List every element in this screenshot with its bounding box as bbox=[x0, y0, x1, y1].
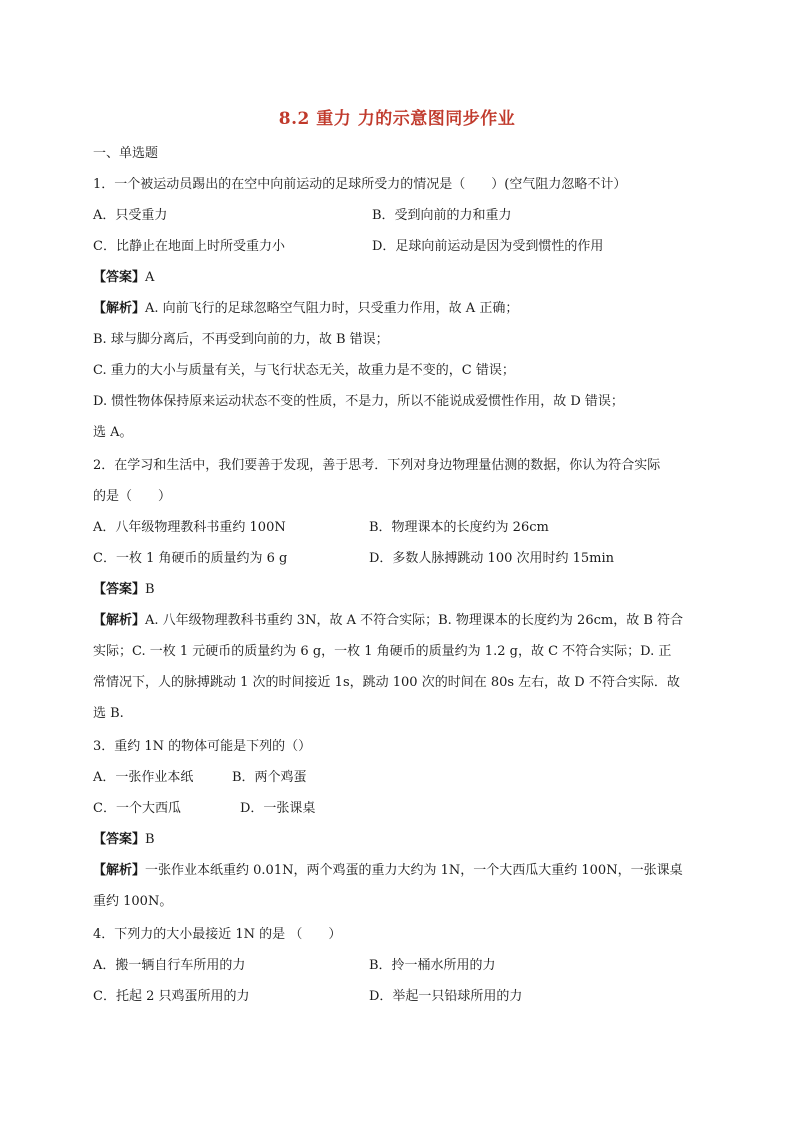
analysis-label: 【解析】 bbox=[93, 613, 146, 628]
q1-answer bbox=[93, 269, 154, 287]
answer-label: 【答案】 bbox=[93, 582, 146, 597]
q3-analysis-2: 重约 100N。 bbox=[93, 894, 173, 909]
q2-option-b: B．物理课本的长度约为 26cm bbox=[369, 520, 549, 535]
q2-option-c: C．一枚 1 角硬币的质量约为 6 g bbox=[93, 551, 288, 566]
answer-value: B bbox=[145, 832, 155, 847]
q2-stem-2: 的是（ ） bbox=[93, 489, 172, 504]
answer-value: A bbox=[145, 270, 155, 285]
answer-value: B bbox=[145, 582, 155, 597]
q2-analysis-4: 选 B. bbox=[93, 706, 124, 721]
q4-option-c: C．托起 2 只鸡蛋所用的力 bbox=[93, 989, 250, 1004]
q1-analysis-4: D. 惯性物体保持原来运动状态不变的性质，不是力，所以不能说成爱惯性作用，故 D 错误； bbox=[93, 394, 624, 409]
q1-analysis-1 bbox=[93, 300, 518, 318]
q1-analysis-2: B. 球与脚分离后，不再受到向前的力，故 B 错误； bbox=[93, 332, 389, 347]
q2-option-d: D．多数人脉搏跳动 100 次用时约 15min bbox=[369, 551, 615, 566]
q2-analysis-2: 实际；C. 一枚 1 元硬币的质量约为 6 g，一枚 1 角硬币的质量约为 1.2 g，故 C 不符合实际；D. 正 bbox=[93, 644, 672, 659]
q3-option-b: B．两个鸡蛋 bbox=[232, 770, 307, 785]
q1-option-d: D．足球向前运动是因为受到惯性的作用 bbox=[372, 239, 604, 254]
q2-stem-1: 2．在学习和生活中，我们要善于发现，善于思考．下列对身边物理量估测的数据，你认为符合实际 bbox=[93, 458, 661, 473]
answer-label: 【答案】 bbox=[93, 832, 146, 847]
q1-option-a: A．只受重力 bbox=[93, 208, 168, 223]
q4-option-d: D．举起一只铅球所用的力 bbox=[369, 989, 523, 1004]
q2-option-a: A．八年级物理教科书重约 100N bbox=[93, 520, 286, 535]
q1-option-c: C．比静止在地面上时所受重力小 bbox=[93, 239, 285, 254]
q3-option-d: D．一张课桌 bbox=[240, 801, 316, 816]
analysis-label: 【解析】 bbox=[93, 301, 146, 316]
q3-option-a: A．一张作业本纸 bbox=[93, 770, 194, 785]
analysis-label: 【解析】 bbox=[93, 863, 146, 878]
q3-answer bbox=[93, 831, 155, 849]
q2-analysis-3: 常情况下，人的脉搏跳动 1 次的时间接近 1s，跳动 100 次的时间在 80s 左右，故 D 不符合实际．故 bbox=[93, 675, 680, 690]
q1-option-b: B．受到向前的力和重力 bbox=[372, 208, 512, 223]
q2-analysis-1 bbox=[93, 612, 683, 630]
q3-option-c: C．一个大西瓜 bbox=[93, 801, 181, 816]
analysis-text: A. 八年级物理教科书重约 3N，故 A 不符合实际；B. 物理课本的长度约为 26cm，故 B 符合 bbox=[145, 613, 684, 628]
q4-option-a: A．搬一辆自行车所用的力 bbox=[93, 958, 246, 973]
q4-stem: 4．下列力的大小最接近 1N 的是 （ ） bbox=[93, 927, 342, 942]
section-heading: 一、单选题 bbox=[93, 146, 159, 161]
q1-analysis-3: C. 重力的大小与质量有关，与飞行状态无关，故重力是不变的，C 错误； bbox=[93, 363, 515, 378]
answer-label: 【答案】 bbox=[93, 270, 146, 285]
q1-stem: 1．一个被运动员踢出的在空中向前运动的足球所受力的情况是（ ）(空气阻力忽略不计） bbox=[93, 177, 627, 192]
q3-analysis-1 bbox=[93, 862, 683, 880]
q1-analysis-5: 选 A。 bbox=[93, 425, 133, 440]
q4-option-b: B．拎一桶水所用的力 bbox=[369, 958, 496, 973]
analysis-text: 一张作业本纸重约 0.01N，两个鸡蛋的重力大约为 1N，一个大西瓜大重约 100N，一张课桌 bbox=[145, 863, 683, 878]
page-title: 8.2 重力 力的示意图同步作业 bbox=[278, 109, 516, 129]
q2-answer bbox=[93, 581, 155, 599]
analysis-text: A. 向前飞行的足球忽略空气阻力时，只受重力作用，故 A 正确； bbox=[145, 301, 519, 316]
q3-stem: 3．重约 1N 的物体可能是下列的（） bbox=[93, 739, 312, 754]
